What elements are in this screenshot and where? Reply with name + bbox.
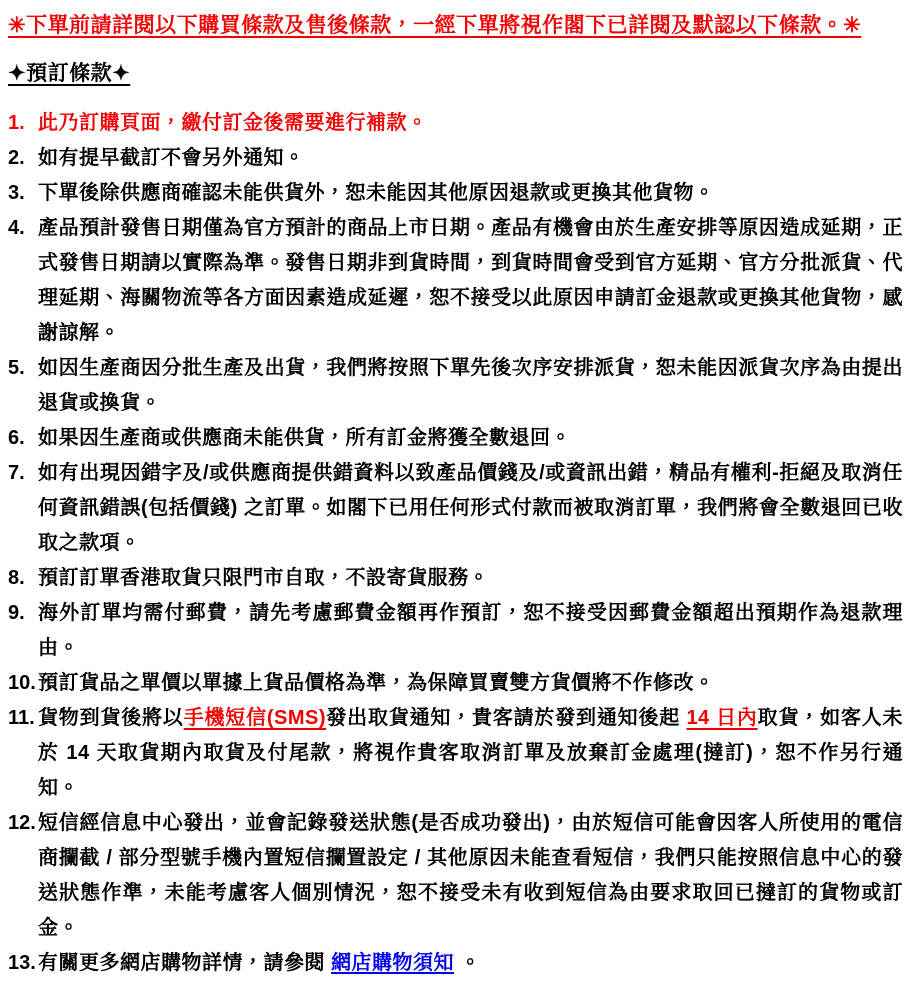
term-item-2 xyxy=(8,141,903,176)
section-title-preorder-terms: ✦預訂條款✦ xyxy=(8,62,131,85)
term-number: 8. xyxy=(8,567,25,589)
term-text-segment: 下單後除供應商確認未能供貨外，恕未能因其他原因退款或更換其他貨物。 xyxy=(38,182,715,204)
red-underline-emphasis: 14 日內 xyxy=(686,707,758,729)
term-number: 1. xyxy=(8,112,25,134)
term-text-segment: 此乃訂購頁面，繳付訂金後需要進行補款。 xyxy=(38,112,428,134)
term-text xyxy=(38,806,903,946)
store-shopping-guide-link[interactable]: 網店購物須知 xyxy=(331,952,455,974)
term-text xyxy=(38,351,903,421)
red-underline-emphasis: 手機短信(SMS) xyxy=(183,707,327,729)
term-text xyxy=(38,141,903,176)
term-text xyxy=(38,561,903,596)
term-item-7 xyxy=(8,456,903,561)
term-text xyxy=(38,701,903,806)
term-number: 5. xyxy=(8,357,25,379)
term-text-segment: 貨物到貨後將以 xyxy=(38,707,184,729)
term-item-10 xyxy=(8,666,903,701)
pre-order-warning-header: ✳下單前請詳閱以下購買條款及售後條款，一經下單將視作閣下已詳閱及默認以下條款。✳ xyxy=(8,14,862,37)
term-text-segment: 如因生產商因分批生產及出貨，我們將按照下單先後次序安排派貨，恕未能因派貨次序為由提出退貨或換貨。 xyxy=(38,357,903,414)
term-number: 9. xyxy=(8,602,25,624)
term-text xyxy=(38,596,903,666)
term-item-4 xyxy=(8,211,903,351)
term-text-segment: 如有提早截訂不會另外通知。 xyxy=(38,147,305,169)
term-text-segment: 如有出現因錯字及/或供應商提供錯資料以致產品價錢及/或資訊出錯，精品有權利-拒絕及取消任何資訊錯誤(包括價錢) 之訂單。如閣下已用任何形式付款而被取消訂單，我們將會全數退回已收取之款項。 xyxy=(38,462,903,554)
term-item-8 xyxy=(8,561,903,596)
term-number: 4. xyxy=(8,217,25,239)
term-item-1 xyxy=(8,106,903,141)
term-text-segment: 如果因生產商或供應商未能供貨，所有訂金將獲全數退回。 xyxy=(38,427,571,449)
term-number: 2. xyxy=(8,147,25,169)
term-text-segment: 海外訂單均需付郵費，請先考慮郵費金額再作預訂，恕不接受因郵費金額超出預期作為退款理由。 xyxy=(38,602,903,659)
term-number: 7. xyxy=(8,462,25,484)
term-number: 12. xyxy=(8,812,36,834)
term-number: 13. xyxy=(8,952,36,974)
term-item-9 xyxy=(8,596,903,666)
term-text-segment: 預訂訂單香港取貨只限門市自取，不設寄貨服務。 xyxy=(38,567,489,589)
term-text xyxy=(38,456,903,561)
term-number: 3. xyxy=(8,182,25,204)
term-number: 10. xyxy=(8,672,36,694)
term-item-11 xyxy=(8,701,903,806)
term-text xyxy=(38,176,903,211)
term-item-12 xyxy=(8,806,903,946)
term-text xyxy=(38,211,903,351)
term-text-segment: 有關更多網店購物詳情，請參閱 xyxy=(38,952,332,974)
term-text xyxy=(38,946,903,981)
term-number: 6. xyxy=(8,427,25,449)
term-item-5 xyxy=(8,351,903,421)
term-text-segment: 發出取貨通知，貴客請於發到通知後起 xyxy=(326,707,687,729)
term-text xyxy=(38,106,903,141)
term-text-segment: 。 xyxy=(454,952,481,974)
term-item-6 xyxy=(8,421,903,456)
term-item-3 xyxy=(8,176,903,211)
term-number: 11. xyxy=(8,707,35,729)
term-item-13 xyxy=(8,946,903,981)
term-text xyxy=(38,666,903,701)
term-text-segment: 短信經信息中心發出，並會記錄發送狀態(是否成功發出)，由於短信可能會因客人所使用的電信商攔截 / 部分型號手機內置短信攔置設定 / 其他原因未能查看短信，我們只能按照信息中心的發送狀態作準，未能考慮客人個別情況，恕不接受未有收到短信為由要求取回已撻訂的貨物或訂金。 xyxy=(38,812,903,939)
term-text-segment: 產品預計發售日期僅為官方預計的商品上市日期。產品有機會由於生產安排等原因造成延期，正式發售日期請以實際為準。發售日期非到貨時間，到貨時間會受到官方延期、官方分批派貨、代理延期、海關物流等各方面因素造成延遲，恕不接受以此原因申請訂金退款或更換其他貨物，感謝諒解。 xyxy=(38,217,903,344)
term-text-segment: 取貨，如客人未於 14 天取貨期內取貨及付尾款，將視作貴客取消訂單及放棄訂金處理(撻訂)，恕不作另行通知。 xyxy=(38,707,904,799)
terms-list xyxy=(8,106,903,981)
term-text xyxy=(38,421,903,456)
term-text-segment: 預訂貨品之單價以單據上貨品價格為準，為保障買賣雙方貨價將不作修改。 xyxy=(38,672,715,694)
